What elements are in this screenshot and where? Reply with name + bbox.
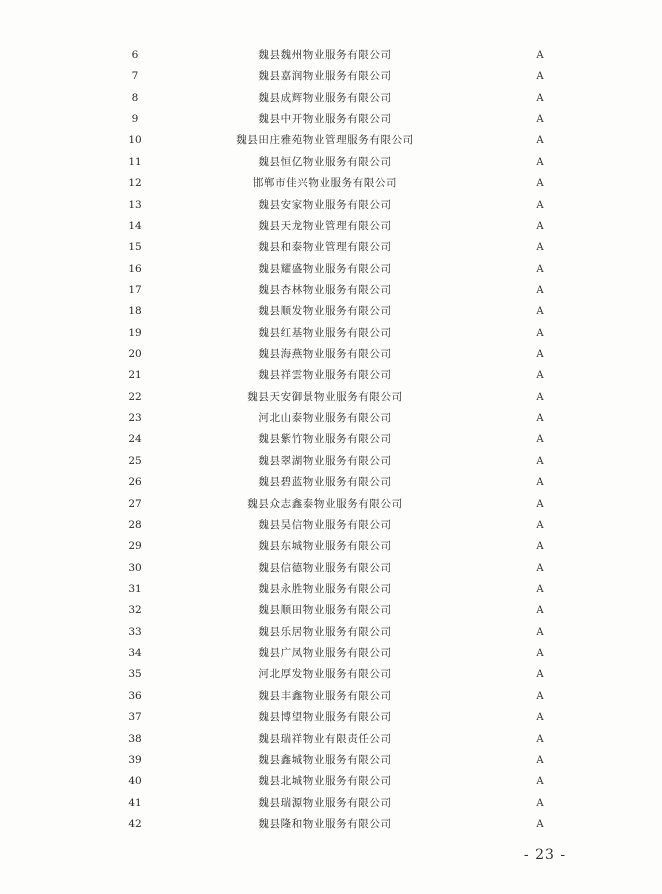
- row-number: 36: [128, 689, 142, 702]
- table-row: [0, 494, 662, 515]
- rating-grade: A: [536, 199, 544, 211]
- table-row: [0, 686, 662, 707]
- row-number: 9: [131, 113, 139, 126]
- rating-grade: A: [536, 712, 544, 724]
- table-row: [0, 664, 662, 685]
- row-number: 19: [128, 326, 142, 339]
- row-number: 32: [128, 604, 142, 617]
- company-name: 魏县瑞祥物业有限责任公司: [258, 732, 392, 745]
- row-number: 8: [131, 91, 139, 104]
- table-row: [0, 429, 662, 450]
- table-row: [0, 109, 662, 130]
- company-name: 魏县鑫城物业服务有限公司: [258, 753, 392, 766]
- rating-grade: A: [536, 733, 544, 745]
- company-name: 河北厚发物业服务有限公司: [258, 668, 392, 681]
- table-row: [0, 536, 662, 557]
- company-name: 魏县嘉润物业服务有限公司: [258, 70, 392, 83]
- company-name: 魏县紫竹物业服务有限公司: [258, 433, 392, 446]
- rating-grade: A: [536, 562, 544, 574]
- row-number: 23: [128, 412, 142, 425]
- rating-grade: A: [536, 413, 544, 425]
- company-name: 魏县天安御景物业服务有限公司: [247, 390, 403, 403]
- rating-grade: A: [536, 434, 544, 446]
- company-name: 魏县安家物业服务有限公司: [258, 198, 392, 211]
- company-name: 魏县北城物业服务有限公司: [258, 775, 392, 788]
- table-row: [0, 707, 662, 728]
- company-name: 魏县天龙物业管理有限公司: [258, 219, 392, 232]
- company-name: 魏县祥雲物业服务有限公司: [258, 369, 392, 382]
- rating-grade: A: [536, 776, 544, 788]
- row-number: 28: [128, 518, 142, 531]
- table-row: [0, 195, 662, 216]
- company-name: 邯郸市佳兴物业服务有限公司: [252, 177, 398, 190]
- company-name: 魏县隆和物业服务有限公司: [258, 817, 392, 830]
- table-row: [0, 579, 662, 600]
- row-number: 15: [128, 241, 142, 254]
- row-number: 13: [128, 198, 142, 211]
- row-number: 25: [128, 454, 142, 467]
- table-row: [0, 515, 662, 536]
- row-number: 24: [128, 433, 142, 446]
- rating-grade: A: [536, 754, 544, 766]
- company-name: 魏县和泰物业管理有限公司: [258, 241, 392, 254]
- company-name: 魏县东城物业服务有限公司: [258, 540, 392, 553]
- company-name: 魏县杏林物业服务有限公司: [258, 283, 392, 296]
- table-row: [0, 793, 662, 814]
- rating-grade: A: [536, 92, 544, 104]
- table-row: [0, 472, 662, 493]
- row-number: 34: [128, 647, 142, 660]
- company-name: 魏县成辉物业服务有限公司: [258, 91, 392, 104]
- row-number: 7: [131, 70, 139, 83]
- row-number: 6: [131, 49, 139, 61]
- table-row: [0, 344, 662, 365]
- table-row: [0, 45, 662, 66]
- table-row: [0, 387, 662, 408]
- row-number: 17: [128, 283, 142, 296]
- table-row: [0, 750, 662, 771]
- company-name: 魏县信德物业服务有限公司: [258, 561, 392, 574]
- company-rating-table: [0, 45, 662, 835]
- row-number: 21: [128, 369, 142, 382]
- rating-grade: A: [536, 178, 544, 190]
- row-number: 27: [128, 497, 142, 510]
- company-name: 魏县海燕物业服务有限公司: [258, 348, 392, 361]
- rating-grade: A: [536, 690, 544, 702]
- table-row: [0, 66, 662, 87]
- row-number: 11: [128, 155, 142, 168]
- company-name: 魏县红基物业服务有限公司: [258, 326, 392, 339]
- row-number: 35: [128, 668, 142, 681]
- company-name: 魏县恒亿物业服务有限公司: [258, 155, 392, 168]
- company-name: 河北山泰物业服务有限公司: [258, 412, 392, 425]
- company-name: 魏县中开物业服务有限公司: [258, 113, 392, 126]
- table-row: [0, 814, 662, 835]
- table-row: [0, 152, 662, 173]
- rating-grade: A: [536, 583, 544, 595]
- company-name: 魏县魏州物业服务有限公司: [258, 49, 392, 61]
- rating-grade: A: [536, 220, 544, 232]
- rating-grade: A: [536, 327, 544, 339]
- table-row: [0, 600, 662, 621]
- rating-grade: A: [536, 71, 544, 83]
- page-number: - 23 -: [523, 847, 567, 863]
- company-name: 魏县顺田物业服务有限公司: [258, 604, 392, 617]
- row-number: 42: [128, 817, 142, 830]
- row-number: 30: [128, 561, 142, 574]
- company-name: 魏县博望物业服务有限公司: [258, 711, 392, 724]
- company-name: 魏县翠湖物业服务有限公司: [258, 454, 392, 467]
- table-row: [0, 237, 662, 258]
- company-name: 魏县乐居物业服务有限公司: [258, 625, 392, 638]
- company-name: 魏县昊信物业服务有限公司: [258, 518, 392, 531]
- row-number: 38: [128, 732, 142, 745]
- table-row: [0, 771, 662, 792]
- table-row: [0, 408, 662, 429]
- row-number: 10: [128, 134, 142, 147]
- rating-grade: A: [536, 370, 544, 382]
- row-number: 18: [128, 305, 142, 318]
- rating-grade: A: [536, 477, 544, 489]
- rating-grade: A: [536, 669, 544, 681]
- row-number: 31: [128, 582, 142, 595]
- rating-grade: A: [536, 605, 544, 617]
- row-number: 20: [128, 348, 142, 361]
- rating-grade: A: [536, 306, 544, 318]
- rating-grade: A: [536, 242, 544, 254]
- rating-grade: A: [536, 284, 544, 296]
- row-number: 16: [128, 262, 142, 275]
- rating-grade: A: [536, 498, 544, 510]
- rating-grade: A: [536, 135, 544, 147]
- company-name: 魏县耀盛物业服务有限公司: [258, 262, 392, 275]
- company-name: 魏县田庄雅苑物业管理服务有限公司: [236, 134, 414, 147]
- table-row: [0, 451, 662, 472]
- row-number: 26: [128, 476, 142, 489]
- table-row: [0, 558, 662, 579]
- table-row: [0, 729, 662, 750]
- row-number: 40: [128, 775, 142, 788]
- company-name: 魏县永胜物业服务有限公司: [258, 582, 392, 595]
- company-name: 魏县众志鑫泰物业服务有限公司: [247, 497, 403, 510]
- row-number: 29: [128, 540, 142, 553]
- table-row: [0, 88, 662, 109]
- rating-grade: A: [536, 349, 544, 361]
- rating-grade: A: [536, 50, 544, 61]
- company-name: 魏县顺发物业服务有限公司: [258, 305, 392, 318]
- row-number: 22: [128, 390, 142, 403]
- row-number: 33: [128, 625, 142, 638]
- rating-grade: A: [536, 519, 544, 531]
- table-row: [0, 301, 662, 322]
- rating-grade: A: [536, 818, 544, 830]
- row-number: 41: [128, 796, 142, 809]
- rating-grade: A: [536, 156, 544, 168]
- table-row: [0, 130, 662, 151]
- company-name: 魏县碧蓝物业服务有限公司: [258, 476, 392, 489]
- row-number: 39: [128, 753, 142, 766]
- rating-grade: A: [536, 455, 544, 467]
- table-row: [0, 365, 662, 386]
- company-name: 魏县广凤物业服务有限公司: [258, 647, 392, 660]
- company-name: 魏县丰鑫物业服务有限公司: [258, 689, 392, 702]
- row-number: 14: [128, 219, 142, 232]
- table-row: [0, 216, 662, 237]
- rating-grade: A: [536, 648, 544, 660]
- rating-grade: A: [536, 391, 544, 403]
- table-row: [0, 259, 662, 280]
- table-row: [0, 280, 662, 301]
- row-number: 12: [128, 177, 142, 190]
- table-row: [0, 323, 662, 344]
- table-row: [0, 173, 662, 194]
- table-row: [0, 622, 662, 643]
- rating-grade: A: [536, 626, 544, 638]
- rating-grade: A: [536, 114, 544, 126]
- rating-grade: A: [536, 541, 544, 553]
- company-name: 魏县瑞源物业服务有限公司: [258, 796, 392, 809]
- row-number: 37: [128, 711, 142, 724]
- rating-grade: A: [536, 263, 544, 275]
- rating-grade: A: [536, 797, 544, 809]
- table-row: [0, 643, 662, 664]
